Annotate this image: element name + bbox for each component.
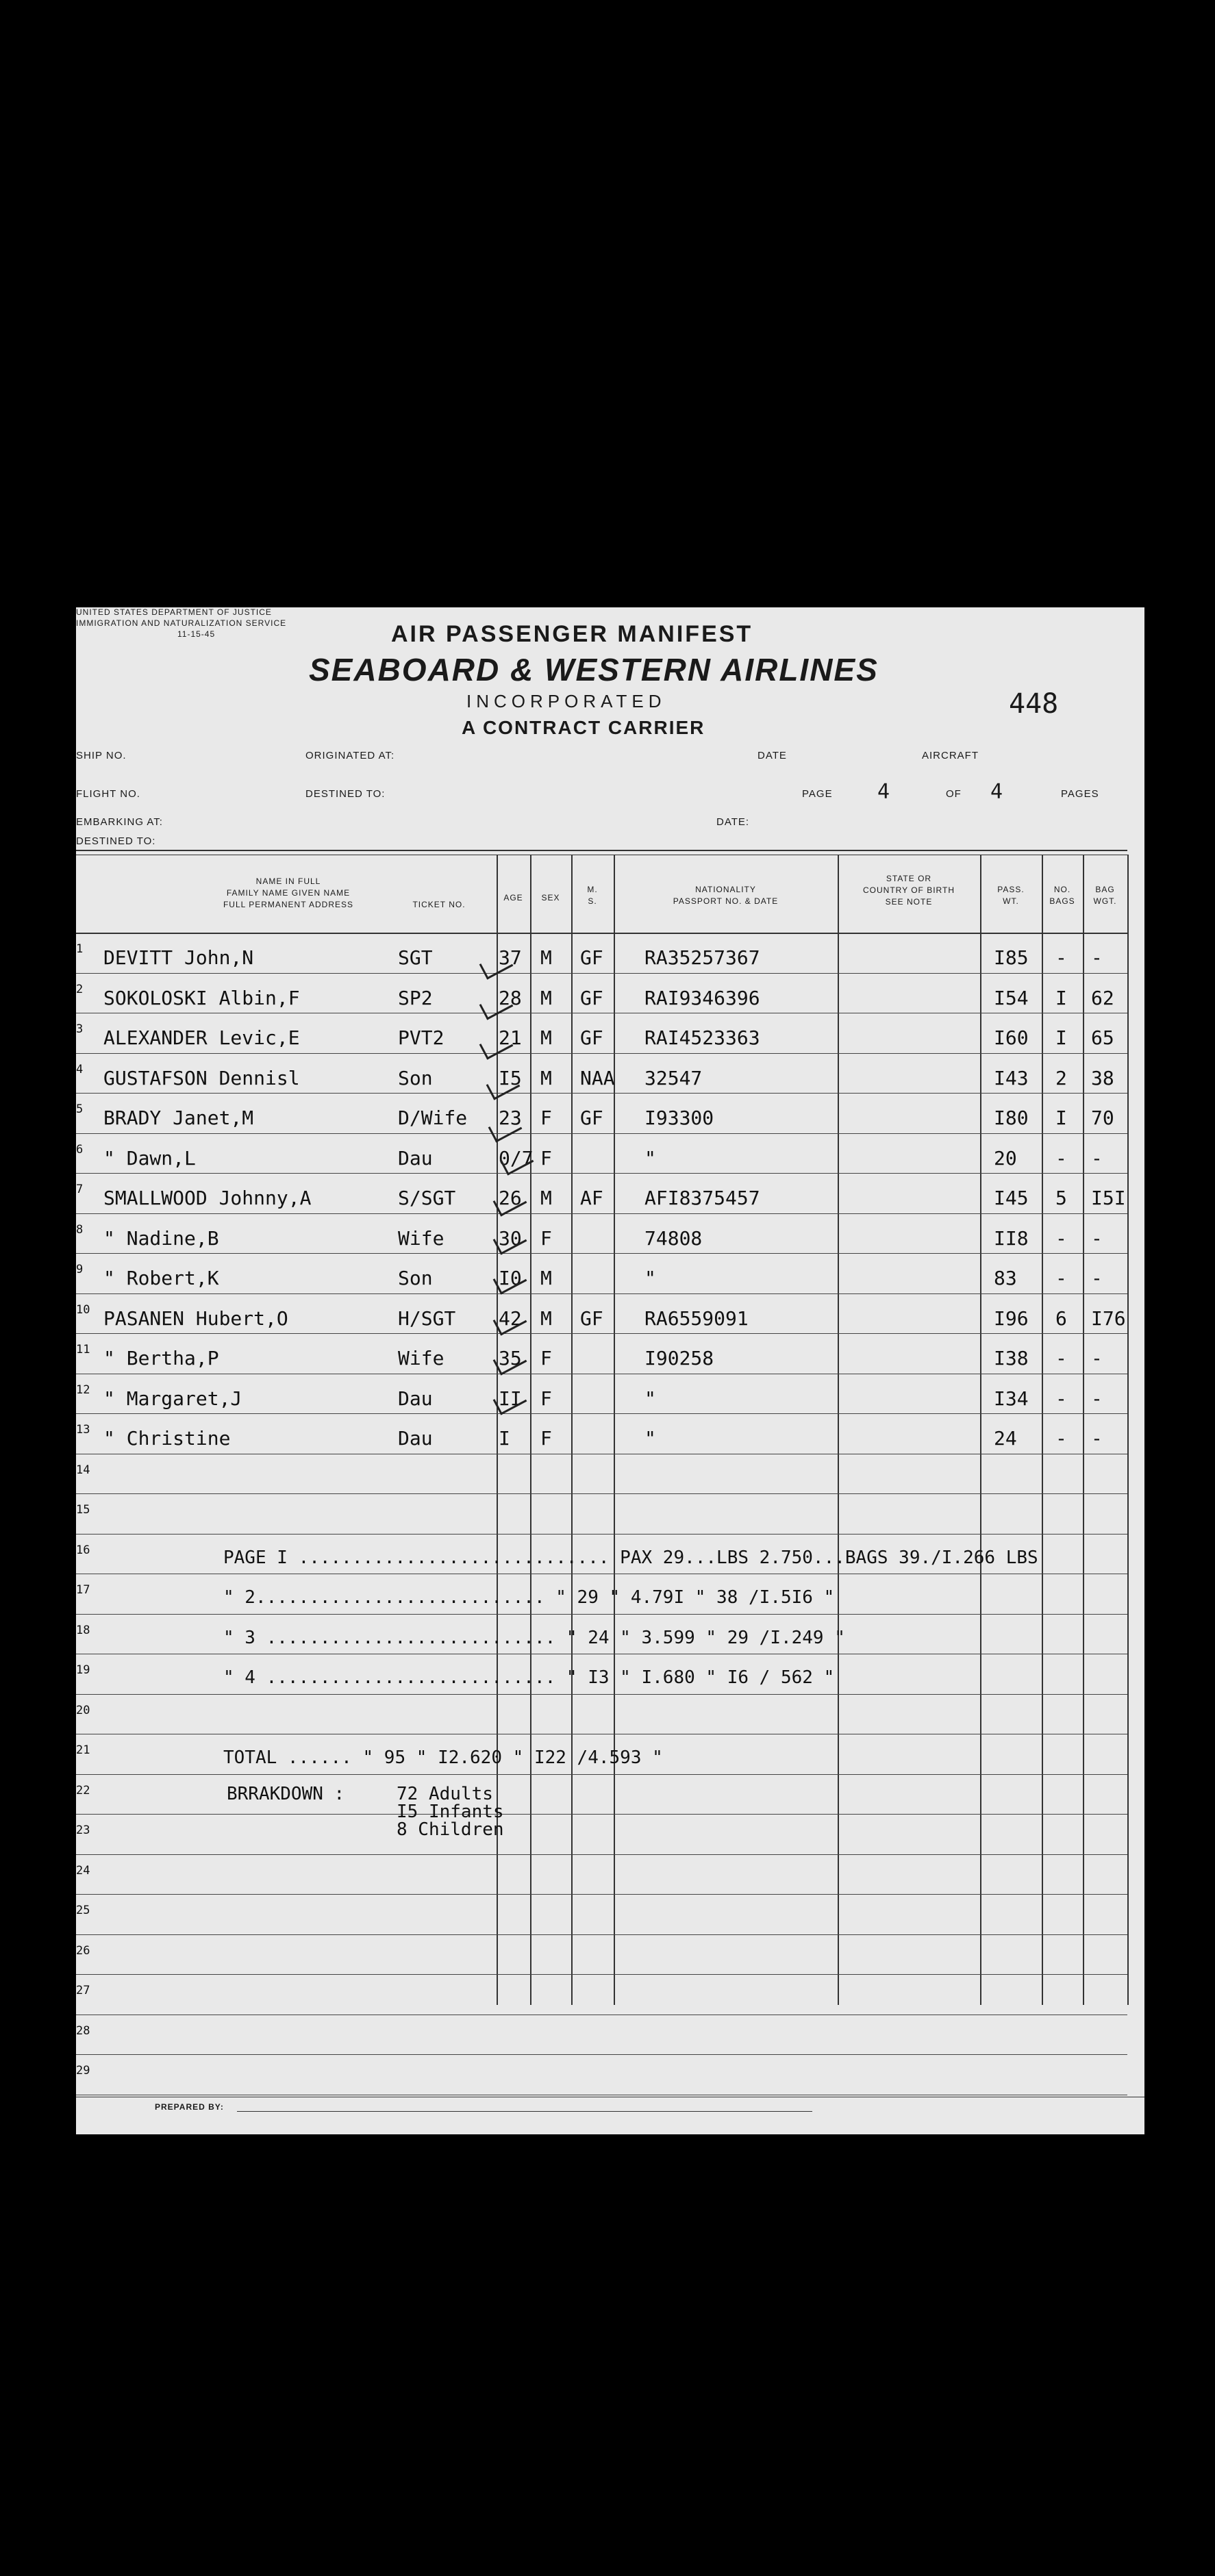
row-separator (76, 1894, 1127, 1895)
cell-name: " Margaret,J (103, 1387, 242, 1410)
cell-num: 25 (76, 1904, 90, 1917)
cell-bags: 2 (1055, 1066, 1067, 1089)
row-separator (76, 1774, 1127, 1775)
cell-num: 24 (76, 1863, 90, 1878)
cell-age: 37 (499, 946, 522, 969)
cell-bagwt: I76 (1091, 1306, 1126, 1330)
cell-bagwt: - (1091, 1347, 1103, 1369)
cell-age: 26 (499, 1187, 522, 1209)
cell-wt: 20 (994, 1146, 1017, 1170)
pages-label: PAGES (1061, 788, 1099, 800)
col-header-bags-2: BAGS (1049, 896, 1075, 906)
cell-ticket: S/SGT (398, 1187, 456, 1209)
cell-wt: I34 (994, 1387, 1029, 1410)
row-separator (76, 1614, 1127, 1615)
cell-wt: I60 (994, 1026, 1029, 1049)
date-label: DATE (757, 750, 787, 761)
cell-num: 18 (76, 1623, 90, 1637)
cell-sex: M (540, 986, 552, 1009)
aircraft-label: AIRCRAFT (922, 750, 979, 761)
cell-num: 2 (76, 982, 84, 996)
row-separator (76, 1213, 1127, 1214)
cell-sex: M (540, 1066, 552, 1089)
cell-wt: I43 (994, 1066, 1029, 1089)
cell-age: II (499, 1387, 522, 1410)
cell-age: 21 (499, 1026, 522, 1049)
cell-wt: I45 (994, 1187, 1029, 1209)
cell-name: SOKOLOSKI Albin,F (103, 986, 300, 1009)
cell-ticket: Wife (398, 1347, 444, 1369)
cell-bags: - (1055, 946, 1067, 969)
cell-sex: F (540, 1347, 552, 1369)
col-header-name-1: NAME IN FULL (255, 876, 321, 886)
cell-sex: M (540, 1306, 552, 1330)
cell-bags: I (1055, 986, 1067, 1009)
cell-age: 0/7 (499, 1146, 534, 1170)
col-header-pass-2: WT. (1003, 896, 1019, 906)
of-value: 4 (990, 780, 1003, 804)
cell-bagwt: 38 (1091, 1066, 1114, 1089)
cell-num: 15 (76, 1503, 90, 1517)
of-label: OF (946, 788, 962, 800)
cell-nat: RAI9346396 (644, 986, 760, 1009)
col-header-ms-1: M. (587, 885, 598, 894)
cell-age: 35 (499, 1347, 522, 1369)
cell-ticket: Son (398, 1267, 433, 1289)
col-header-bags (1042, 884, 1083, 907)
cell-age: 28 (499, 986, 522, 1009)
cell-bags: - (1055, 1427, 1067, 1450)
col-header-ticket: TICKET NO. (412, 900, 466, 909)
col-header-pass-1: PASS. (997, 885, 1025, 894)
cell-ms: GF (580, 1107, 603, 1129)
row-separator (76, 1814, 1127, 1815)
col-header-bagwt (1083, 884, 1127, 907)
agency-line-1: UNITED STATES DEPARTMENT OF JUSTICE (76, 607, 272, 617)
cell-num: 17 (76, 1583, 90, 1597)
cell-ms: GF (580, 986, 603, 1009)
cell-ms: NAA (580, 1066, 615, 1089)
cell-wt: I38 (994, 1347, 1029, 1369)
col-header-age: AGE (503, 893, 523, 902)
col-line-pass (980, 855, 981, 2005)
cell-num: 20 (76, 1703, 90, 1717)
col-header-ms (571, 884, 614, 907)
cell-nat: " (644, 1387, 656, 1410)
row-separator (76, 1934, 1127, 1935)
cell-name: ALEXANDER Levic,E (103, 1026, 300, 1049)
cell-nat: AFI8375457 (644, 1187, 760, 1209)
row-separator (76, 1534, 1127, 1535)
breakdown-infants: I5 Infants (397, 1801, 504, 1822)
cell-name: PASANEN Hubert,O (103, 1306, 288, 1330)
cell-sex: F (540, 1146, 552, 1170)
col-header-name-2: FAMILY NAME GIVEN NAME (226, 888, 351, 898)
page-value: 4 (877, 780, 890, 804)
breakdown-children: 8 Children (397, 1819, 504, 1840)
cell-bags: - (1055, 1226, 1067, 1250)
cell-num: 3 (76, 1022, 84, 1036)
cell-ticket: Dau (398, 1387, 433, 1410)
cell-ticket: D/Wife (398, 1107, 468, 1129)
row-separator (76, 1293, 1127, 1294)
cell-wt: I80 (994, 1107, 1029, 1129)
row-separator (76, 1173, 1127, 1174)
cell-ms: AF (580, 1187, 603, 1209)
cell-sex: M (540, 1267, 552, 1289)
cell-sex: M (540, 1026, 552, 1049)
cell-num: 8 (76, 1222, 84, 1237)
col-header-bags-1: NO. (1053, 885, 1071, 894)
cell-name: " Bertha,P (103, 1347, 219, 1369)
cell-wt: I96 (994, 1306, 1029, 1330)
destined-to2-label: DESTINED TO: (76, 835, 156, 847)
col-header-ms-2: S. (588, 896, 597, 906)
cell-num: 12 (76, 1382, 90, 1397)
cell-wt: 24 (994, 1427, 1017, 1450)
col-line-state (838, 855, 839, 2005)
summary-text: TOTAL ...... " 95 " I2.620 " I22 /4.593 " (223, 1747, 663, 1768)
cell-age: I0 (499, 1267, 522, 1289)
row-separator (76, 1053, 1127, 1054)
cell-nat: RAI4523363 (644, 1026, 760, 1049)
col-header-sex: SEX (541, 893, 560, 902)
col-line-bagwt (1083, 855, 1084, 2005)
agency-line-2: IMMIGRATION AND NATURALIZATION SERVICE (76, 618, 287, 628)
col-line-nat (614, 855, 615, 2005)
cell-bagwt: I5I (1091, 1187, 1126, 1209)
cell-name: DEVITT John,N (103, 946, 254, 969)
col-line-ms (571, 855, 573, 2005)
incorporated: INCORPORATED (466, 691, 666, 711)
cell-name: " Robert,K (103, 1267, 219, 1289)
cell-bagwt: - (1091, 1146, 1103, 1170)
cell-sex: M (540, 1187, 552, 1209)
ship-no-label: SHIP NO. (76, 750, 127, 761)
cell-num: 13 (76, 1423, 90, 1437)
cell-age: 42 (499, 1306, 522, 1330)
col-header-state-3: SEE NOTE (885, 897, 933, 907)
cell-wt: 83 (994, 1267, 1017, 1289)
row-separator (76, 1854, 1127, 1855)
cell-bags: I (1055, 1107, 1067, 1129)
cell-ticket: Dau (398, 1146, 433, 1170)
col-header-bagwt-2: WGT. (1093, 896, 1117, 906)
cell-num: 5 (76, 1102, 84, 1116)
col-line-sex (530, 855, 531, 2005)
breakdown-adults: 72 Adults (397, 1783, 493, 1804)
cell-bags: 5 (1055, 1187, 1067, 1209)
cell-ms: GF (580, 1026, 603, 1049)
row-separator (76, 973, 1127, 974)
page-stamp: 448 (1009, 688, 1059, 720)
row-separator (76, 1493, 1127, 1494)
cell-num: 7 (76, 1183, 84, 1196)
cell-name: " Dawn,L (103, 1146, 196, 1170)
cell-nat: I90258 (644, 1347, 714, 1369)
cell-age: I (499, 1427, 510, 1450)
col-line-right (1127, 855, 1129, 2005)
col-line-bags (1042, 855, 1043, 2005)
cell-num: 9 (76, 1263, 84, 1276)
cell-sex: F (540, 1107, 552, 1129)
cell-num: 10 (76, 1302, 90, 1317)
cell-nat: RA35257367 (644, 946, 760, 969)
cell-age: 30 (499, 1226, 522, 1250)
cell-bagwt: 65 (1091, 1026, 1114, 1049)
cell-age: 23 (499, 1107, 522, 1129)
cell-bags: - (1055, 1146, 1067, 1170)
col-header-nat-1: NATIONALITY (695, 885, 756, 894)
cell-sex: F (540, 1226, 552, 1250)
col-header-state-1: STATE OR (886, 874, 932, 883)
manifest-title: AIR PASSENGER MANIFEST (391, 621, 753, 647)
cell-bagwt: - (1091, 1387, 1103, 1410)
form-date: 11-15-45 (177, 629, 216, 639)
cell-wt: I85 (994, 946, 1029, 969)
cell-num: 27 (76, 1984, 90, 1997)
cell-nat: " (644, 1146, 656, 1170)
col-header-name-3: FULL PERMANENT ADDRESS (223, 900, 354, 909)
col-header-state-2: COUNTRY OF BIRTH (862, 885, 955, 895)
airline-name: SEABOARD & WESTERN AIRLINES (309, 652, 879, 687)
cell-ticket: SGT (398, 946, 433, 969)
cell-bags: - (1055, 1387, 1067, 1410)
cell-num: 21 (76, 1743, 90, 1757)
originated-at-label: ORIGINATED AT: (305, 750, 395, 761)
row-separator (76, 1093, 1127, 1094)
cell-bagwt: - (1091, 1267, 1103, 1289)
cell-ticket: Son (398, 1066, 433, 1089)
date2-label: DATE: (716, 816, 750, 828)
table-top-rule (76, 850, 1127, 851)
embarking-at-label: EMBARKING AT: (76, 816, 163, 828)
cell-name: " Nadine,B (103, 1226, 219, 1250)
row-separator (76, 1974, 1127, 1975)
row-separator (76, 2054, 1127, 2055)
cell-num: 4 (76, 1062, 84, 1076)
cell-name: " Christine (103, 1427, 231, 1450)
summary-text: " 2........................... " 29 " 4.79I " 38 /I.5I6 " (223, 1587, 835, 1608)
cell-num: 19 (76, 1663, 90, 1677)
cell-num: 16 (76, 1543, 90, 1557)
col-header-bagwt-1: BAG (1095, 885, 1115, 894)
cell-name: GUSTAFSON Dennisl (103, 1066, 300, 1089)
cell-bags: - (1055, 1347, 1067, 1369)
row-separator (76, 1333, 1127, 1334)
cell-num: 1 (76, 942, 84, 956)
cell-num: 26 (76, 1943, 90, 1958)
cell-num: 11 (76, 1343, 90, 1356)
cell-ticket: H/SGT (398, 1306, 456, 1330)
cell-ticket: PVT2 (398, 1026, 444, 1049)
summary-text: PAGE I ............................. PAX 29...LBS 2.750...BAGS 39./I.266 LBS (223, 1547, 1038, 1568)
cell-name: SMALLWOOD Johnny,A (103, 1187, 312, 1209)
col-header-nat-2: PASSPORT NO. & DATE (673, 896, 779, 906)
cell-ticket: SP2 (398, 986, 433, 1009)
cell-sex: F (540, 1387, 552, 1410)
cell-bags: I (1055, 1026, 1067, 1049)
cell-ms: GF (580, 946, 603, 969)
col-header-nat (614, 884, 838, 907)
cell-num: 22 (76, 1783, 90, 1797)
contract-carrier: A CONTRACT CARRIER (462, 717, 705, 738)
cell-sex: F (540, 1427, 552, 1450)
row-separator (76, 1253, 1127, 1254)
cell-ticket: Dau (398, 1427, 433, 1450)
cell-ms: GF (580, 1306, 603, 1330)
destined-to-label: DESTINED TO: (305, 788, 386, 800)
cell-bagwt: - (1091, 1427, 1103, 1450)
cell-age: I5 (499, 1066, 522, 1089)
cell-nat: " (644, 1427, 656, 1450)
flight-no-label: FLIGHT NO. (76, 788, 140, 800)
cell-sex: M (540, 946, 552, 969)
cell-num: 28 (76, 2023, 90, 2038)
cell-nat: I93300 (644, 1107, 714, 1129)
breakdown-label: BRRAKDOWN : (227, 1783, 345, 1804)
cell-bagwt: - (1091, 1226, 1103, 1250)
prepared-by-label: PREPARED BY: (155, 2102, 224, 2112)
col-header-pass (980, 884, 1042, 907)
cell-wt: I54 (994, 986, 1029, 1009)
row-separator (76, 1133, 1127, 1134)
row-separator (76, 1694, 1127, 1695)
col-header-name (158, 876, 418, 911)
cell-bagwt: 70 (1091, 1107, 1114, 1129)
cell-bagwt: 62 (1091, 986, 1114, 1009)
cell-name: BRADY Janet,M (103, 1107, 254, 1129)
cell-wt: II8 (994, 1226, 1029, 1250)
manifest-page (76, 607, 1144, 2134)
cell-nat: RA6559091 (644, 1306, 749, 1330)
summary-text: " 4 ........................... " I3 " I.680 " I6 / 562 " (223, 1667, 835, 1688)
cell-nat: 74808 (644, 1226, 703, 1250)
col-header-state (838, 873, 980, 908)
prepared-by-line (237, 2111, 812, 2112)
cell-ticket: Wife (398, 1226, 444, 1250)
cell-bagwt: - (1091, 946, 1103, 969)
page-label: PAGE (802, 788, 833, 800)
cell-nat: " (644, 1267, 656, 1289)
summary-text: " 3 ........................... " 24 " 3.599 " 29 /I.249 " (223, 1627, 845, 1648)
cell-num: 14 (76, 1463, 90, 1477)
table-header-rule (76, 933, 1127, 934)
cell-num: 23 (76, 1823, 90, 1837)
cell-nat: 32547 (644, 1066, 703, 1089)
cell-bags: - (1055, 1267, 1067, 1289)
cell-bags: 6 (1055, 1306, 1067, 1330)
cell-num: 6 (76, 1142, 84, 1157)
cell-num: 29 (76, 2064, 90, 2078)
row-separator (76, 1413, 1127, 1414)
